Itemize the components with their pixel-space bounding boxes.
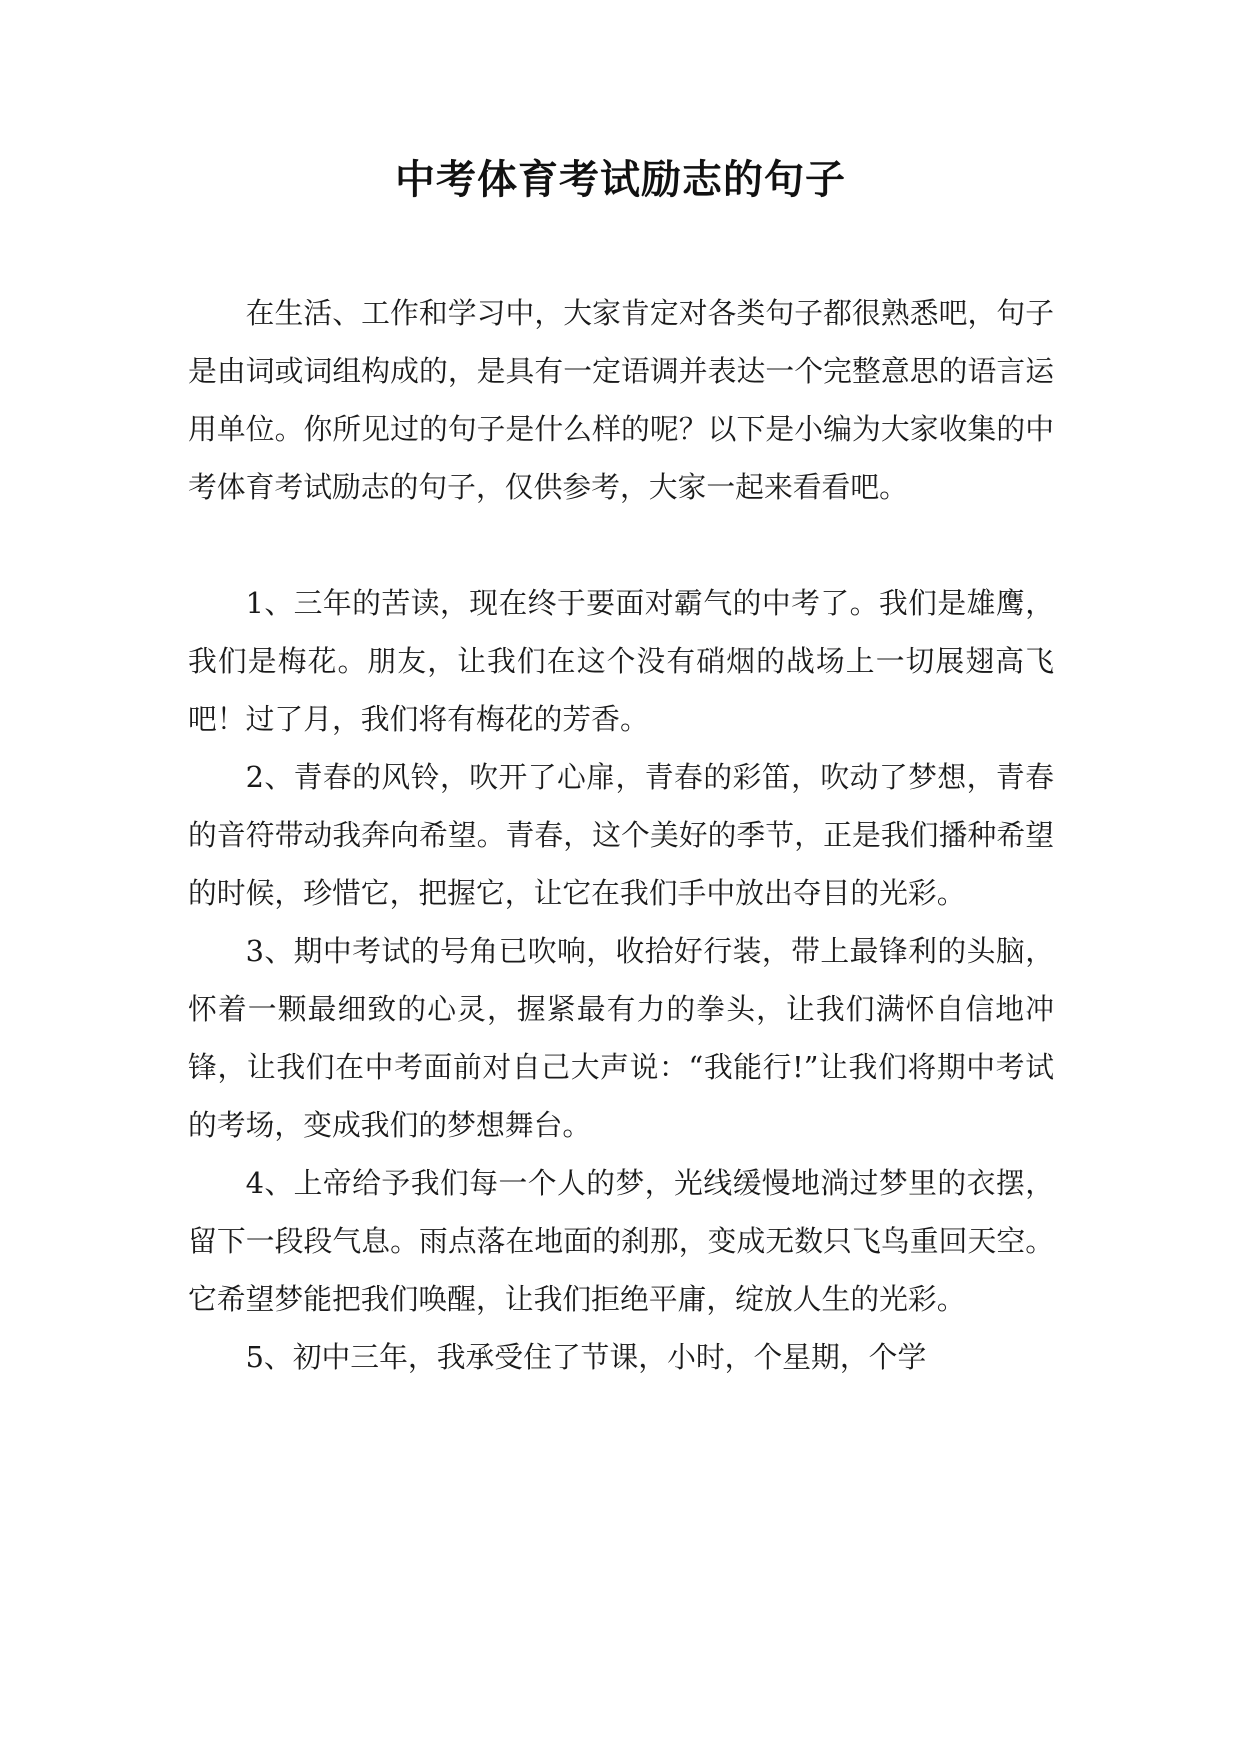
quote-item-4: 4、上帝给予我们每一个人的梦，光线缓慢地淌过梦里的衣摆，留下一段段气息。雨点落在地面的刹那，变成无数只飞鸟重回天空。它希望梦能把我们唤醒，让我们拒绝平庸，绽放人生的光彩。 (188, 1166, 1054, 1316)
intro-paragraph: 在生活、工作和学习中，大家肯定对各类句子都很熟悉吧，句子是由词或词组构成的，是具有一定语调并表达一个完整意思的语言运用单位。你所见过的句子是什么样的呢？以下是小编为大家收集的中考体育考试励志的句子，仅供参考，大家一起来看看吧。 (188, 296, 1054, 504)
document-body (188, 284, 1054, 1386)
quote-item-2: 2、青春的风铃，吹开了心扉，青春的彩笛，吹动了梦想，青春的音符带动我奔向希望。青春，这个美好的季节，正是我们播种希望的时候，珍惜它，把握它，让它在我们手中放出夺目的光彩。 (188, 760, 1054, 910)
document-title: 中考体育考试励志的句子 (395, 157, 846, 203)
quote-item-5: 5、初中三年，我承受住了节课，小时，个星期，个学 (245, 1340, 927, 1374)
quote-item-3: 3、期中考试的号角已吹响，收拾好行装，带上最锋利的头脑，怀着一颗最细致的心灵，握紧最有力的拳头，让我们满怀自信地冲锋，让我们在中考面前对自己大声说：“我能行!”让我们将期中考试的考场，变成我们的梦想舞台。 (188, 934, 1054, 1142)
quote-item-1: 1、三年的苦读，现在终于要面对霸气的中考了。我们是雄鹰，我们是梅花。朋友，让我们在这个没有硝烟的战场上一切展翅高飞吧！过了月，我们将有梅花的芳香。 (188, 586, 1054, 736)
